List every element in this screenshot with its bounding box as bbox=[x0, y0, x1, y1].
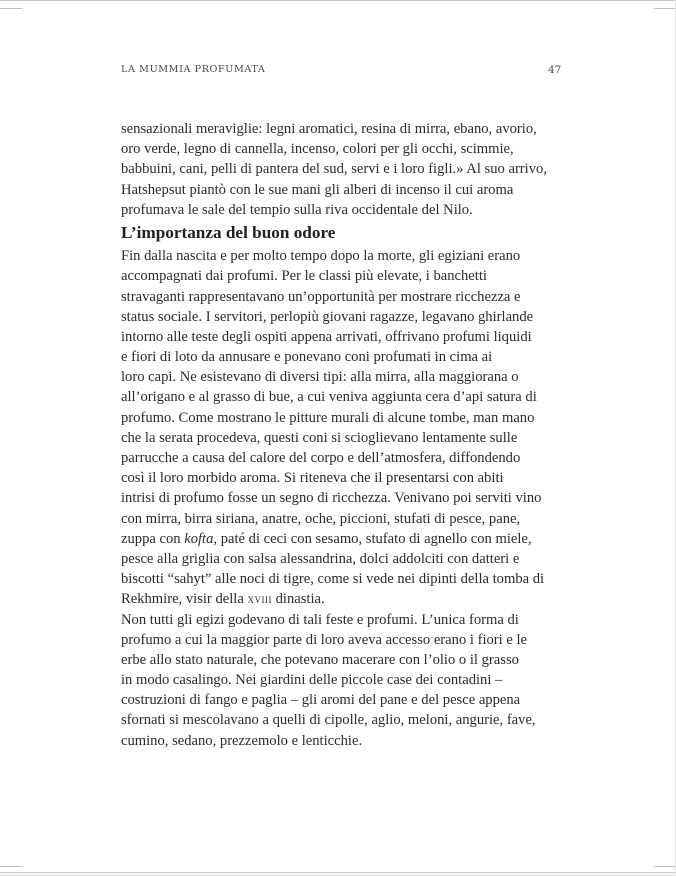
text-line: cumino, sedano, prezzemolo e lenticchie. bbox=[121, 732, 363, 749]
text-line: parrucche a causa del calore del corpo e dell’atmosfera, diffondendo bbox=[121, 450, 521, 466]
text-line: intrisi di profumo fosse un segno di ricchezza. Venivano poi serviti vino bbox=[121, 490, 542, 507]
text-line: pesce alla griglia con salsa alessandrina, dolci addolciti con datteri e bbox=[121, 550, 520, 567]
text-line: erbe allo stato naturale, che potevano macerare con l’olio o il grasso bbox=[121, 651, 519, 668]
text-line: accompagnati dai profumi. Per le classi più elevate, i banchetti bbox=[121, 268, 487, 285]
text-line: in modo casalingo. Nei giardini delle piccole case dei contadini – bbox=[121, 672, 503, 689]
text-line: intorno alle teste degli ospiti appena arrivati, offrivano profumi liquidi bbox=[121, 328, 532, 345]
paragraph-3 bbox=[121, 610, 563, 751]
text-line: Hatshepsut piantò con le sue mani gli alberi di incenso il cui aroma bbox=[121, 181, 514, 198]
body-text bbox=[121, 119, 563, 751]
text-line: babbuini, cani, pelli di pantera del sud, servi e i loro figli.» Al suo arrivo, bbox=[121, 161, 547, 178]
text-run: zuppa con bbox=[121, 530, 185, 547]
text-line bbox=[121, 589, 563, 609]
text-line: e fiori di loto da annusare e ponevano coni profumati in cima ai bbox=[121, 349, 493, 366]
text-line: con mirra, birra siriana, anatre, oche, piccioni, stufati di pesce, pane, bbox=[121, 510, 521, 527]
text-line: profumo. Come mostrano le pitture murali di alcune tombe, man mano bbox=[121, 409, 535, 426]
page-top-edge bbox=[0, 0, 676, 1]
text-line: loro capi. Ne esistevano di diversi tipi: alla mirra, alla maggiorana o bbox=[121, 369, 519, 386]
text-line: che la serata procedeva, questi coni si scioglievano lentamente sulle bbox=[121, 429, 518, 446]
roman-numeral: xviii bbox=[247, 591, 272, 607]
crop-mark-bottom-left bbox=[0, 866, 22, 867]
text-line: stravaganti rappresentavano un’opportunità per mostrare ricchezza e bbox=[121, 288, 521, 305]
text-run: dinastia. bbox=[271, 591, 325, 608]
text-line: profumava le sale del tempio sulla riva occidentale del Nilo. bbox=[121, 201, 473, 218]
crop-mark-bottom-right bbox=[654, 866, 676, 867]
paragraph-2 bbox=[121, 246, 563, 609]
text-line: status sociale. I servitori, perlopiù giovani ragazze, legavano ghirlande bbox=[121, 308, 534, 325]
italic-term: kofta bbox=[184, 530, 214, 547]
text-line: profumo a cui la maggior parte di loro aveva accesso erano i fiori e le bbox=[121, 631, 528, 648]
text-line: Fin dalla nascita e per molto tempo dopo la morte, gli egiziani erano bbox=[121, 248, 521, 265]
text-line: Non tutti gli egizi godevano di tali feste e profumi. L’unica forma di bbox=[121, 611, 519, 628]
paragraph-1 bbox=[121, 119, 563, 220]
crop-mark-top-right bbox=[654, 8, 676, 9]
text-line: sfornati si mescolavano a quelli di cipolle, aglio, meloni, angurie, fave, bbox=[121, 712, 536, 729]
text-line: così il loro morbido aroma. Si riteneva che il presentarsi con abiti bbox=[121, 470, 504, 487]
text-line bbox=[121, 529, 563, 549]
text-run: , paté di ceci con sesamo, stufato di agnello con miele, bbox=[213, 530, 532, 547]
text-line: all’origano e al grasso di bue, a cui veniva aggiunta cera d’api satura di bbox=[121, 389, 537, 406]
section-heading: L’importanza del buon odore bbox=[121, 222, 336, 242]
page-bottom-edge bbox=[0, 872, 676, 873]
crop-mark-top-left bbox=[0, 8, 22, 9]
page-number: 47 bbox=[548, 64, 562, 76]
text-line: sensazionali meraviglie: legni aromatici, resina di mirra, ebano, avorio, bbox=[121, 121, 537, 137]
text-line: oro verde, legno di cannella, incenso, colori per gli occhi, scimmie, bbox=[121, 141, 514, 158]
running-head-title: LA MUMMIA PROFUMATA bbox=[121, 64, 266, 75]
text-run: Rekhmire, visir della bbox=[121, 591, 248, 608]
text-line: costruzioni di fango e paglia – gli aromi del pane e del pesce appena bbox=[121, 692, 521, 709]
text-line: biscotti “sahyt” alle noci di tigre, come si vede nei dipinti della tomba di bbox=[121, 571, 545, 588]
